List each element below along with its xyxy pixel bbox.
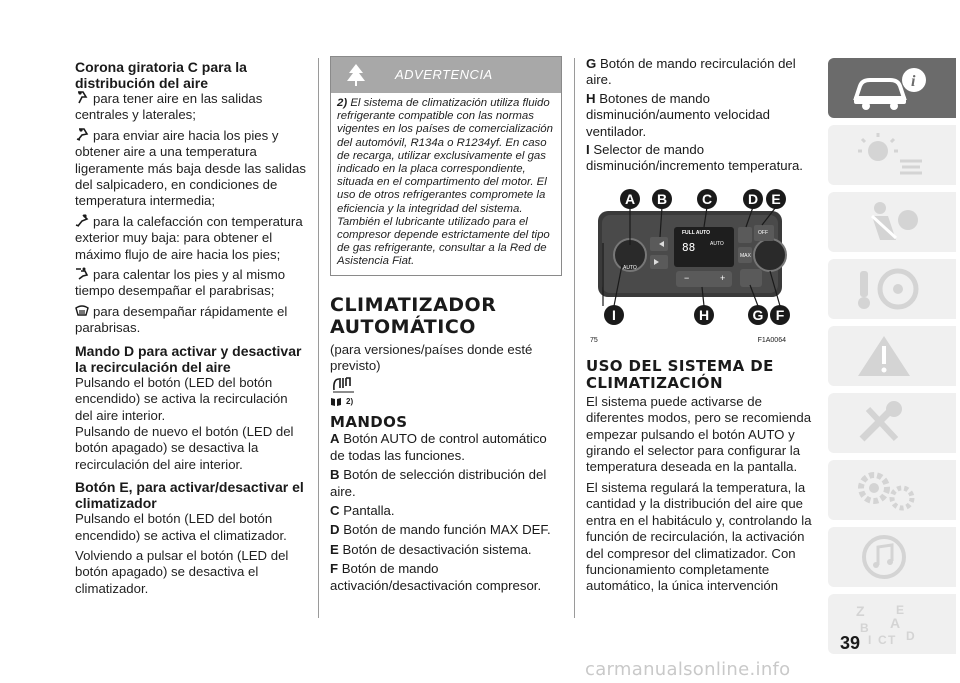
key-b-letter: B <box>330 467 340 483</box>
index-letter: D <box>906 629 915 643</box>
feet-windscreen-vent-icon <box>75 267 89 279</box>
watermark-text: carmanualsonline.info <box>585 659 791 680</box>
key-d <box>330 522 563 538</box>
item-feet-vent-text: para la calefacción con temperatura exterior muy baja: para obtener el máximo flujo de aire hacia los pies; <box>75 213 303 262</box>
panel-minus-label: − <box>684 272 690 283</box>
tab-dashboard-lights[interactable] <box>828 125 956 185</box>
multimedia-icon <box>850 533 930 581</box>
panel-display-value: 88 <box>682 240 696 254</box>
index-letter: B <box>860 621 869 635</box>
key-f <box>330 561 563 594</box>
item-face-feet-vent <box>75 128 307 210</box>
callout-f: F <box>770 305 790 325</box>
callout-a: A <box>620 189 640 209</box>
index-letter: T <box>888 633 896 647</box>
figure-caption <box>590 337 786 344</box>
paragraph-e-off: Volviendo a pulsar el botón (LED del botón apagado) se desactiva el climatizador. <box>75 547 289 596</box>
chapter-sidebar <box>828 58 956 661</box>
paragraph-recirc-on: Pulsando el botón (LED del botón encendido) se activa la recirculación del aire interior. <box>75 374 288 423</box>
paragraph-uso-1: El sistema puede activarse de diferentes modos, pero se recomienda empezar pulsando el botón AUTO y girando el selector para configurar la temperatura deseada en la pantalla. <box>586 393 812 475</box>
column-divider-1 <box>318 58 319 618</box>
callout-d: D <box>743 189 763 209</box>
callout-b: B <box>652 189 672 209</box>
key-h-text: Botones de mando disminución/aumento velocidad ventilador. <box>586 90 771 139</box>
paragraph-e-on: Pulsando el botón (LED del botón encendido) se activa el climatizador. <box>75 511 287 543</box>
starting-driving-icon <box>850 265 930 313</box>
item-feet-vent <box>75 214 307 263</box>
page-number: 39 <box>840 633 861 653</box>
tab-multimedia[interactable] <box>828 527 956 587</box>
warning-body <box>331 93 561 275</box>
tab-maintenance[interactable] <box>828 460 956 520</box>
heading-recirculation: Mando D para activar y desactivar la recirculación del aire <box>75 342 302 375</box>
key-f-letter: F <box>330 561 339 577</box>
item-face-vent-text: para tener aire en las salidas centrales y laterales; <box>75 91 263 123</box>
paragraph-recirc-off: Pulsando de nuevo el botón (LED del botón apagado) se desactiva la recirculación del aire interior. <box>75 423 294 472</box>
key-b <box>330 467 563 500</box>
key-c <box>330 503 563 519</box>
warning-text: El sistema de climatización utiliza fluido refrigerante compatible con las normas vigentes en los países de comercialización del automóvil, R134a o R1234yf. En caso de recarga, utilizar exclusivamente el gas indicado en la placa correspondiente, situada en el compartimento del motor. El uso de otros refrigerantes compromete la eficiencia y la integridad del sistema. También el lubricante utilizado para el compresor depende estrictamente del tipo de gas refrigerante, consultar a la Red de Asistencia Fiat. <box>337 97 553 268</box>
index-letter: A <box>890 615 901 631</box>
index-letter: C <box>878 633 887 647</box>
key-g <box>586 56 814 89</box>
callout-c: C <box>697 189 717 209</box>
climate-symbol-block <box>330 376 563 410</box>
heading-air-distribution: Corona giratoria C para la distribución del aire <box>75 59 247 91</box>
index-letter: Z <box>856 603 865 619</box>
climate-panel-figure <box>590 185 790 335</box>
key-c-letter: C <box>330 503 340 519</box>
callout-e: E <box>766 189 786 209</box>
dashboard-lights-icon <box>850 131 930 179</box>
car-info-icon <box>850 64 930 112</box>
item-face-vent <box>75 91 307 124</box>
warning-title: ADVERTENCIA <box>395 67 493 82</box>
key-a-letter: A <box>330 431 340 447</box>
key-c-text: Pantalla. <box>343 503 395 519</box>
safety-airbag-icon <box>850 198 930 246</box>
column-3 <box>586 56 814 595</box>
index-letter: E <box>896 603 905 617</box>
column-divider-2 <box>574 58 575 618</box>
tab-emergency[interactable] <box>828 393 956 453</box>
key-f-text: Botón de mando activación/desactivación compresor. <box>330 561 542 593</box>
key-g-letter: G <box>586 56 597 71</box>
title-uso-sistema: USO DEL SISTEMA DE CLIMATIZACIÓN <box>586 356 774 392</box>
tab-safety[interactable] <box>828 192 956 252</box>
panel-off-label: OFF <box>758 229 768 236</box>
feet-vent-icon <box>75 214 89 226</box>
item-windscreen-demist-text: para desempañar rápidamente el parabrisas. <box>75 303 288 336</box>
key-i-letter: I <box>586 142 590 158</box>
reference-number: 2) <box>346 397 354 407</box>
key-a <box>330 431 563 464</box>
key-a-text: Botón AUTO de control automático de todas las funciones. <box>330 431 547 463</box>
svg-text:i: i <box>911 73 916 90</box>
face-feet-vent-icon <box>75 128 89 140</box>
key-e-letter: E <box>330 541 339 557</box>
key-h <box>586 91 814 140</box>
panel-auto-small-label: AUTO <box>710 240 724 247</box>
item-feet-windscreen-vent <box>75 267 307 300</box>
panel-auto-button-label: AUTO <box>623 264 637 271</box>
warning-triangle-icon <box>850 332 930 380</box>
panel-max-label: MAX <box>740 252 751 259</box>
key-d-text: Botón de mando función MAX DEF. <box>343 522 551 538</box>
panel-full-auto-label: FULL AUTO <box>682 229 710 236</box>
title-mandos: MANDOS <box>330 413 408 432</box>
figure-caption-right: F1A0064 <box>757 336 786 344</box>
warning-header <box>331 57 561 93</box>
tab-car-info[interactable] <box>828 58 956 118</box>
index-letters-icon <box>850 600 930 648</box>
column-1 <box>75 56 307 597</box>
panel-plus-label: + <box>720 272 726 283</box>
callout-i: I <box>604 305 624 325</box>
item-feet-windscreen-vent-text: para calentar los pies y al mismo tiempo desempañar el parabrisas; <box>75 267 286 299</box>
paragraph-version: (para versiones/países donde esté previsto) <box>330 341 533 374</box>
emergency-tools-icon <box>850 399 930 447</box>
title-climatizador: CLIMATIZADOR AUTOMÁTICO <box>330 293 497 338</box>
warning-number: 2) <box>337 97 348 109</box>
column-2 <box>330 56 563 594</box>
item-face-feet-vent-text: para enviar aire hacia los pies y obtener aire a una temperatura ligeramente más baja desde las salidas del salpicadero, en condiciones de temperatura intermedia; <box>75 127 306 209</box>
tab-warnings[interactable] <box>828 326 956 386</box>
figure-caption-left: 75 <box>590 336 598 344</box>
callout-h: H <box>694 305 714 325</box>
item-windscreen-demist <box>75 304 307 337</box>
index-letter: I <box>868 633 872 647</box>
key-b-text: Botón de selección distribución del aire. <box>330 467 547 499</box>
paragraph-uso-2: El sistema regulará la temperatura, la cantidad y la distribución del aire que entra en el habitáculo y, controlando la función de recirculación, la activación del compresor del climatizador. Con funcionamiento completamente automático, la única intervención <box>586 479 812 594</box>
key-h-letter: H <box>586 90 596 106</box>
windscreen-demist-icon <box>75 304 89 316</box>
key-e-text: Botón de desactivación sistema. <box>342 541 532 557</box>
book-reference-icon <box>330 397 342 407</box>
key-g-text: Botón de mando recirculación del aire. <box>586 56 796 88</box>
environment-tree-icon <box>345 63 367 87</box>
climate-control-icon <box>330 376 370 396</box>
key-i-text: Selector de mando disminución/incremento temperatura. <box>586 142 803 174</box>
key-i <box>586 142 814 175</box>
callout-g: G <box>748 305 768 325</box>
key-d-letter: D <box>330 522 340 538</box>
maintenance-gears-icon <box>850 466 930 514</box>
tab-starting-driving[interactable] <box>828 259 956 319</box>
key-e <box>330 542 563 558</box>
face-vent-icon <box>75 91 89 103</box>
heading-button-e: Botón E, para activar/desactivar el climatizador <box>75 479 304 512</box>
warning-box <box>330 56 562 276</box>
